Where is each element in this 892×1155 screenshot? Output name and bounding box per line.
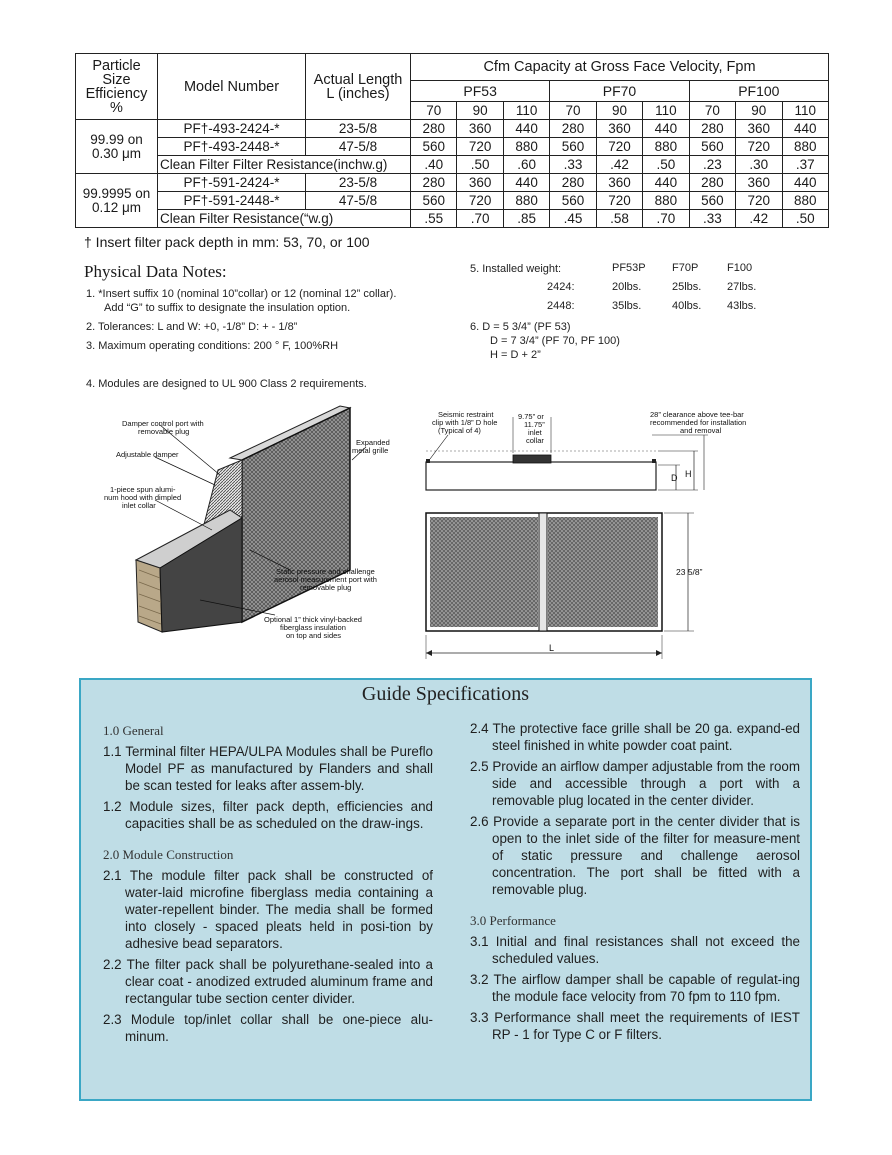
value-cell: 360 xyxy=(736,174,782,192)
insulation-end xyxy=(136,560,162,632)
table-row xyxy=(76,174,829,192)
callout-adjustable-damper: Adjustable damper xyxy=(116,450,179,459)
value-cell: 560 xyxy=(411,138,457,156)
note-5: 5. Installed weight: xyxy=(470,263,562,275)
callout-static-port-1: Static pressure and challenge xyxy=(276,567,375,576)
note-1: 1. *Insert suffix 10 (nominal 10”collar) or 12 (nominal 12” collar). xyxy=(86,288,397,300)
section-heading: 2.0 Module Construction xyxy=(103,847,234,862)
capacity-table xyxy=(75,53,829,228)
length-cell: 23-5/8 xyxy=(306,174,411,192)
table-row xyxy=(76,210,829,228)
value-cell: 280 xyxy=(550,120,596,138)
value-cell: 440 xyxy=(782,120,829,138)
value-cell: 560 xyxy=(689,192,735,210)
table-row xyxy=(76,138,829,156)
header-efficiency: Particle Size Efficiency % xyxy=(76,54,158,120)
svg-text:collar xyxy=(526,436,544,445)
value-cell: 280 xyxy=(550,174,596,192)
value-cell: 360 xyxy=(457,174,503,192)
callout-seismic-2: clip with 1/8” D hole xyxy=(432,418,498,427)
callout-insulation-3: on top and sides xyxy=(286,631,342,640)
spec-item: 2.5 Provide an airflow damper adjustable from the room side and accessible through a port with a removable plug located in the center divider. xyxy=(470,759,800,808)
dim-h-label: H xyxy=(685,469,692,479)
velocity-header: 110 xyxy=(782,102,829,120)
group-header: PF53 xyxy=(411,81,550,102)
value-cell: 560 xyxy=(411,192,457,210)
table-row xyxy=(76,120,829,138)
resistance-cell: .42 xyxy=(596,156,642,174)
callout-seismic-1: Seismic restraint xyxy=(438,410,494,419)
resistance-cell: .23 xyxy=(689,156,735,174)
weight-value: 25lbs. xyxy=(672,281,702,293)
resistance-label: Clean Filter Filter Resistance(inchw.g) xyxy=(158,156,411,174)
value-cell: 360 xyxy=(596,174,642,192)
svg-text:L xyxy=(549,643,554,653)
value-cell: 360 xyxy=(736,120,782,138)
spec-item: 1.1 Terminal filter HEPA/ULPA Modules shall be Pureflo Model PF as manufactured by Flanders and shall be scan tested for leaks after assem-bly. xyxy=(103,744,433,793)
svg-text:Adjustable damper xyxy=(116,450,179,459)
note-2: 2. Tolerances: L and W: +0, -1/8” D: + - 1/8” xyxy=(86,321,298,333)
callout-static-port-2: aerosol measurement port with xyxy=(274,575,377,584)
spec-item: 2.6 Provide a separate port in the center divider that is open to the inlet side of the filter for measure-ment of static pressure and challenge aerosol concentration. The port shall be fitted with a removable plug. xyxy=(470,814,800,897)
spec-item: 3.1 Initial and final resistances shall not exceed the scheduled values. xyxy=(470,934,800,966)
spec-item: 2.3 Module top/inlet collar shall be one-piece alu-minum. xyxy=(103,1012,433,1044)
resistance-cell: .37 xyxy=(782,156,829,174)
note-6-line2: D = 7 3/4” (PF 70, PF 100) xyxy=(490,335,620,347)
value-cell: 720 xyxy=(457,192,503,210)
dim-d-label: D xyxy=(671,473,678,483)
dim-height-label: 23 5/8” xyxy=(676,567,703,577)
group-header: PF70 xyxy=(550,81,689,102)
resistance-cell: .70 xyxy=(457,210,503,228)
center-divider xyxy=(539,513,547,631)
value-cell: 280 xyxy=(411,120,457,138)
model-cell: PF†-493-2448-* xyxy=(158,138,306,156)
velocity-header: 70 xyxy=(689,102,735,120)
module-isometric-drawing xyxy=(100,400,420,645)
header-model-number: Model Number xyxy=(158,54,306,120)
value-cell: 280 xyxy=(411,174,457,192)
resistance-label: Clean Filter Resistance(“w.g) xyxy=(158,210,411,228)
module-dimension-drawing xyxy=(418,405,818,665)
resistance-cell: .50 xyxy=(643,156,689,174)
table-row xyxy=(76,156,829,174)
velocity-header: 70 xyxy=(411,102,457,120)
value-cell: 720 xyxy=(596,192,642,210)
velocity-header: 90 xyxy=(457,102,503,120)
svg-text:D xyxy=(671,473,678,483)
callout-clearance-2: recommended for installation xyxy=(650,418,747,427)
group-header: PF100 xyxy=(689,81,828,102)
callout-hood-1: 1-piece spun alumi- xyxy=(110,485,176,494)
value-cell: 440 xyxy=(643,120,689,138)
value-cell: 440 xyxy=(643,174,689,192)
grille-panel-right xyxy=(548,517,658,627)
value-cell: 440 xyxy=(782,174,829,192)
velocity-header: 110 xyxy=(643,102,689,120)
value-cell: 440 xyxy=(503,174,549,192)
resistance-cell: .70 xyxy=(643,210,689,228)
weight-value: 40lbs. xyxy=(672,300,702,312)
length-cell: 23-5/8 xyxy=(306,120,411,138)
note-6: 6. D = 5 3/4” (PF 53) xyxy=(470,321,571,333)
guide-column-left xyxy=(103,722,433,1049)
velocity-header: 90 xyxy=(736,102,782,120)
callout-damper-port-2: removable plug xyxy=(138,427,190,436)
note-3: 3. Maximum operating conditions: 200 ° F, 100%RH xyxy=(86,340,339,352)
model-cell: PF†-591-2424-* xyxy=(158,174,306,192)
spec-item: 3.2 The airflow damper shall be capable of regulat-ing the module face velocity from 70 fpm to 110 fpm. xyxy=(470,972,800,1004)
resistance-cell: .30 xyxy=(736,156,782,174)
section-heading: 1.0 General xyxy=(103,723,164,738)
note-1-cont: Add “G” to suffix to designate the insulation option. xyxy=(104,302,351,314)
weight-size: 2424: xyxy=(547,281,575,293)
velocity-header: 110 xyxy=(503,102,549,120)
callout-clearance-3: and removal xyxy=(680,426,722,435)
svg-text:removable plug xyxy=(300,583,351,592)
svg-text:23 5/8” xyxy=(676,567,703,577)
value-cell: 880 xyxy=(503,192,549,210)
length-cell: 47-5/8 xyxy=(306,138,411,156)
guide-column-right xyxy=(470,720,800,1047)
value-cell: 280 xyxy=(689,120,735,138)
callout-clearance-1: 28” clearance above tee-bar xyxy=(650,410,744,419)
value-cell: 440 xyxy=(503,120,549,138)
value-cell: 280 xyxy=(689,174,735,192)
callout-static-port-3: removable plug xyxy=(300,583,352,592)
resistance-cell: .55 xyxy=(411,210,457,228)
inlet-collar xyxy=(513,455,551,463)
velocity-header: 90 xyxy=(596,102,642,120)
weight-size: 2448: xyxy=(547,300,575,312)
svg-text:metal grille xyxy=(352,446,388,455)
spec-item: 2.1 The module filter pack shall be constructed of water-laid microfine fiberglass media containing a water-repellent binder. The media shall be formed into closely - spaced pleats held in posi-tion by adhesive bead separators. xyxy=(103,868,433,951)
value-cell: 880 xyxy=(643,138,689,156)
callout-collar-1: 9.75” or xyxy=(518,412,544,421)
model-cell: PF†-493-2424-* xyxy=(158,120,306,138)
resistance-cell: .40 xyxy=(411,156,457,174)
value-cell: 880 xyxy=(782,138,829,156)
value-cell: 360 xyxy=(596,120,642,138)
spec-item: 1.2 Module sizes, filter pack depth, efficiencies and capacities shall be as scheduled on the draw-ings. xyxy=(103,799,433,831)
model-cell: PF†-591-2448-* xyxy=(158,192,306,210)
resistance-cell: .50 xyxy=(782,210,829,228)
section-heading: 3.0 Performance xyxy=(470,913,556,928)
spec-item: 3.3 Performance shall meet the requirements of IEST RP - 1 for Type C or F filters. xyxy=(470,1010,800,1042)
svg-text:on top and sides xyxy=(286,631,341,640)
length-cell: 47-5/8 xyxy=(306,192,411,210)
dagger-note: † Insert filter pack depth in mm: 53, 70, or 100 xyxy=(84,234,370,250)
callout-collar-4: collar xyxy=(526,436,544,445)
callout-grille-2: metal grille xyxy=(352,446,389,455)
weight-value: 35lbs. xyxy=(612,300,642,312)
grille-panel-left xyxy=(430,517,538,627)
resistance-cell: .85 xyxy=(503,210,549,228)
value-cell: 720 xyxy=(736,138,782,156)
callout-insulation-1: Optional 1” thick vinyl-backed xyxy=(264,615,362,624)
weight-value: 20lbs. xyxy=(612,281,642,293)
resistance-cell: .45 xyxy=(550,210,596,228)
resistance-cell: .60 xyxy=(503,156,549,174)
dim-length-label: L xyxy=(549,643,555,653)
svg-text:inlet collar xyxy=(122,501,156,510)
value-cell: 720 xyxy=(457,138,503,156)
physical-notes-title: Physical Data Notes: xyxy=(84,262,227,281)
resistance-cell: .50 xyxy=(457,156,503,174)
value-cell: 560 xyxy=(689,138,735,156)
efficiency-cell: 99.99 on 0.30 μm xyxy=(76,120,158,174)
table-row xyxy=(76,192,829,210)
header-actual-length: Actual Length L (inches) xyxy=(306,54,411,120)
note-6-line3: H = D + 2” xyxy=(490,349,541,361)
note-4: 4. Modules are designed to UL 900 Class 2 requirements. xyxy=(86,378,367,390)
resistance-cell: .33 xyxy=(689,210,735,228)
weight-head: F100 xyxy=(727,262,753,274)
callout-grille-1: Expanded xyxy=(356,438,390,447)
weight-head: F70P xyxy=(672,262,699,274)
callout-insulation-2: fiberglass insulation xyxy=(280,623,346,632)
velocity-header: 70 xyxy=(550,102,596,120)
resistance-cell: .42 xyxy=(736,210,782,228)
guide-title: Guide Specifications xyxy=(361,683,530,705)
value-cell: 720 xyxy=(596,138,642,156)
callout-hood-2: num hood with dimpled xyxy=(104,493,182,502)
header-cfm-capacity: Cfm Capacity at Gross Face Velocity, Fpm xyxy=(411,54,829,81)
value-cell: 560 xyxy=(550,138,596,156)
value-cell: 880 xyxy=(643,192,689,210)
module-elevation xyxy=(426,462,656,490)
value-cell: 880 xyxy=(503,138,549,156)
callout-collar-2: 11.75” xyxy=(524,420,545,429)
svg-text:(Typical of 4) xyxy=(438,426,481,435)
callout-collar-3: inlet xyxy=(528,428,542,437)
value-cell: 560 xyxy=(550,192,596,210)
resistance-cell: .33 xyxy=(550,156,596,174)
callout-damper-port: Damper control port with xyxy=(122,419,204,428)
resistance-cell: .58 xyxy=(596,210,642,228)
efficiency-cell: 99.9995 on 0.12 μm xyxy=(76,174,158,228)
callout-hood-3: inlet collar xyxy=(122,501,156,510)
spec-item: 2.4 The protective face grille shall be 20 ga. expand-ed steel finished in white powder coat paint. xyxy=(470,721,800,753)
value-cell: 720 xyxy=(736,192,782,210)
value-cell: 880 xyxy=(782,192,829,210)
svg-text:H xyxy=(685,469,692,479)
callout-seismic-3: (Typical of 4) xyxy=(438,426,481,435)
weight-value: 43lbs. xyxy=(727,300,757,312)
spec-item: 2.2 The filter pack shall be polyurethane-sealed into a clear coat - anodized extruded aluminum frame and rectangular tube section center divider. xyxy=(103,957,433,1006)
svg-text:removable plug xyxy=(138,427,189,436)
svg-text:and removal xyxy=(680,426,722,435)
guide-specifications-box xyxy=(79,678,812,1101)
weight-head: PF53P xyxy=(612,262,646,274)
weight-value: 27lbs. xyxy=(727,281,757,293)
value-cell: 360 xyxy=(457,120,503,138)
